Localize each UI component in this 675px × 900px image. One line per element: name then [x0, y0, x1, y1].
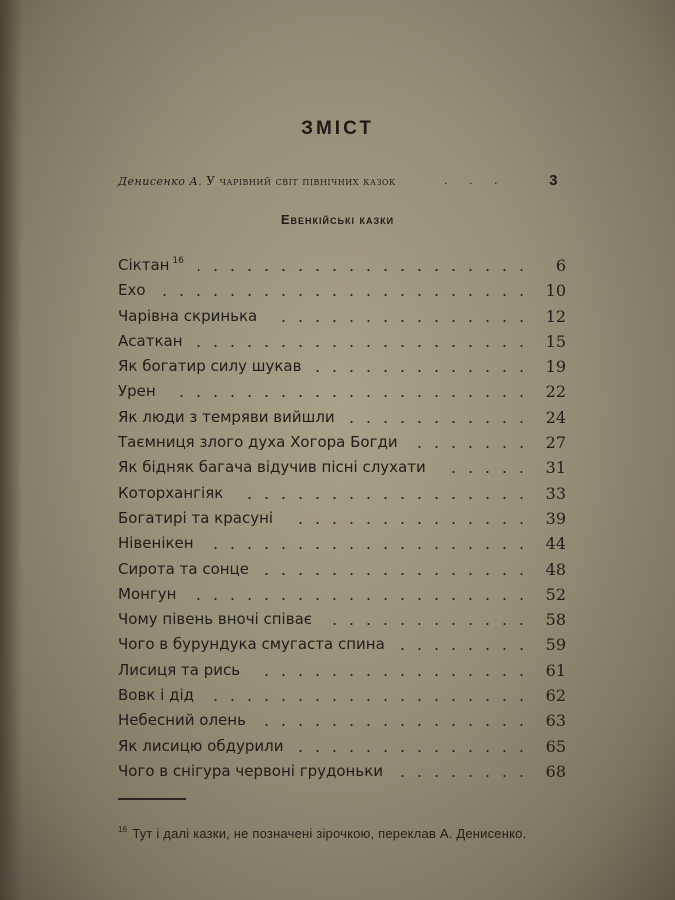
- dot-leader: [208, 547, 530, 549]
- toc-entry-label-wrap: [118, 607, 322, 632]
- toc-entry-title: Асаткан: [118, 331, 183, 350]
- toc-entry: [118, 278, 568, 303]
- toc-entry-title: Нівенікен: [118, 534, 194, 553]
- toc-entry-label-wrap: [118, 531, 204, 556]
- toc-entry: [118, 683, 568, 708]
- toc-entry: [118, 506, 568, 531]
- toc-entry: [118, 329, 568, 354]
- toc-entry-title: Таємниця злого духа Хогора Богди: [118, 433, 398, 452]
- dot-leader: [198, 269, 530, 271]
- dot-leader: [412, 446, 530, 448]
- toc-entry: [118, 304, 568, 329]
- toc-entry-label-wrap: [118, 658, 250, 683]
- dot-leader: [315, 370, 530, 372]
- dot-leader: [349, 421, 530, 423]
- toc-entry: [118, 531, 568, 556]
- preface-title: У чарівний світ північних казок: [206, 174, 396, 188]
- dot-leader: [260, 724, 530, 726]
- toc-entry-page: 6: [555, 256, 566, 275]
- preface-dots: . . .: [444, 174, 507, 187]
- dot-leader: [271, 320, 530, 322]
- toc-entry-label-wrap: [118, 708, 256, 733]
- toc-entry: [118, 607, 568, 632]
- toc-entry: [118, 253, 568, 278]
- toc-entry-label-wrap: [118, 582, 187, 607]
- toc-entry-title: Монгун: [118, 584, 177, 603]
- toc-entry-label-wrap: [118, 304, 267, 329]
- toc-entry-title: Небесний олень: [118, 711, 246, 730]
- toc-entry-title: Урен: [118, 382, 156, 401]
- preface-author: Денисенко А.: [118, 175, 203, 188]
- dot-leader: [254, 674, 530, 676]
- toc-entry-label-wrap: [118, 683, 204, 708]
- toc-entry-page: 31: [545, 458, 566, 478]
- toc-entry-label-wrap: [118, 278, 156, 303]
- toc-entry-title: Сіктан: [118, 256, 170, 274]
- dot-leader: [287, 522, 530, 524]
- toc-entry-page: 61: [545, 660, 566, 680]
- toc-entry-page: 27: [545, 433, 566, 453]
- toc-entry-label-wrap: [118, 481, 233, 506]
- toc-entry-title: Которхангіяк: [118, 483, 224, 502]
- toc-entry-label-wrap: [118, 506, 283, 531]
- toc-entry-label-wrap: [118, 632, 395, 657]
- toc-entry: [118, 734, 568, 759]
- dot-leader: [237, 497, 530, 499]
- toc-entry-title: Чого в снігура червоні грудоньки: [118, 761, 384, 780]
- toc-entry-title: Чарівна скринька: [118, 306, 258, 325]
- toc-entry-page: 59: [545, 635, 566, 655]
- toc-entry: [118, 557, 568, 582]
- toc-entry: [118, 481, 568, 506]
- dot-leader: [326, 623, 530, 625]
- toc-entry: [118, 582, 568, 607]
- toc-entry-label-wrap: [118, 329, 193, 354]
- toc-entry-label-wrap: [118, 405, 345, 430]
- dot-leader: [297, 750, 530, 752]
- toc-entry-title: Як лисицю обдурили: [118, 736, 284, 755]
- footnote-ref: 16: [172, 256, 184, 266]
- toc-entry-label-wrap: [118, 354, 311, 379]
- dot-leader: [440, 471, 530, 473]
- footnote-rule: [118, 798, 186, 800]
- toc-entry-page: 68: [545, 761, 566, 781]
- toc-entry-page: 65: [545, 736, 566, 756]
- toc-entry-page: 44: [545, 534, 566, 554]
- toc-entry-page: 19: [545, 357, 566, 377]
- toc-entry-label-wrap: [118, 734, 293, 759]
- toc-entry-page: 15: [545, 331, 566, 351]
- footnote: [118, 826, 618, 841]
- toc-entry-title: Сирота та сонце: [118, 559, 249, 578]
- dot-leader: [160, 294, 530, 296]
- preface-page-number: 3: [549, 172, 558, 189]
- toc-entry: [118, 354, 568, 379]
- toc-entry-label-wrap: [118, 379, 166, 404]
- dot-leader: [197, 345, 530, 347]
- toc-entry-page: 62: [545, 686, 566, 706]
- section-heading: Евенкійські казки: [280, 212, 395, 227]
- toc-entry: [118, 379, 568, 404]
- toc-entry-label-wrap: [118, 253, 194, 281]
- toc-entry-page: 58: [545, 610, 566, 630]
- toc-entry-page: 48: [545, 559, 566, 579]
- toc-entry-page: 10: [545, 281, 566, 301]
- toc-entry-page: 24: [545, 407, 566, 427]
- dot-leader: [263, 573, 530, 575]
- toc-entry-title: Чому півень вночі співає: [118, 610, 312, 629]
- toc-entry-page: 63: [545, 711, 566, 731]
- toc-entry: [118, 430, 568, 455]
- dot-leader: [170, 395, 530, 397]
- toc-entry-title: Вовк і дід: [118, 686, 194, 705]
- toc-entry-label-wrap: [118, 557, 259, 582]
- preface-entry: [118, 174, 558, 196]
- dot-leader: [191, 598, 530, 600]
- toc-entry-title: Як богатир силу шукав: [118, 357, 302, 376]
- toc-entry: [118, 759, 568, 784]
- toc-entry-title: Як люди з темряви вийшли: [118, 407, 335, 426]
- toc-entry: [118, 658, 568, 683]
- toc-entry: [118, 708, 568, 733]
- toc-entry-page: 52: [545, 584, 566, 604]
- toc-entry-page: 22: [545, 382, 566, 402]
- toc-entry-label-wrap: [118, 455, 436, 480]
- toc-entry: [118, 455, 568, 480]
- dot-leader: [397, 775, 530, 777]
- toc-entry-page: 12: [545, 306, 566, 326]
- dot-leader: [399, 648, 530, 650]
- footnote-text: Тут і далі казки, не позначені зірочкою, переклав А. Денисенко.: [132, 826, 527, 841]
- toc-entry-page: 33: [545, 483, 566, 503]
- footnote-marker: 16: [118, 825, 128, 834]
- page-title: ЗМІСТ: [301, 118, 374, 139]
- toc-entry-title: Богатирі та красуні: [118, 508, 274, 527]
- toc-entry-page: 39: [545, 508, 566, 528]
- toc-entry-label-wrap: [118, 759, 393, 784]
- dot-leader: [208, 699, 530, 701]
- toc-entry-title: Лисиця та рись: [118, 660, 241, 679]
- toc-entry: [118, 632, 568, 657]
- toc-entry-label-wrap: [118, 430, 408, 455]
- toc-entry: [118, 405, 568, 430]
- toc-entry-title: Як бідняк багача відучив пісні слухати: [118, 458, 426, 477]
- toc-list: [118, 253, 568, 784]
- toc-entry-title: Ехо: [118, 281, 146, 300]
- toc-entry-title: Чого в бурундука смугаста спина: [118, 635, 385, 654]
